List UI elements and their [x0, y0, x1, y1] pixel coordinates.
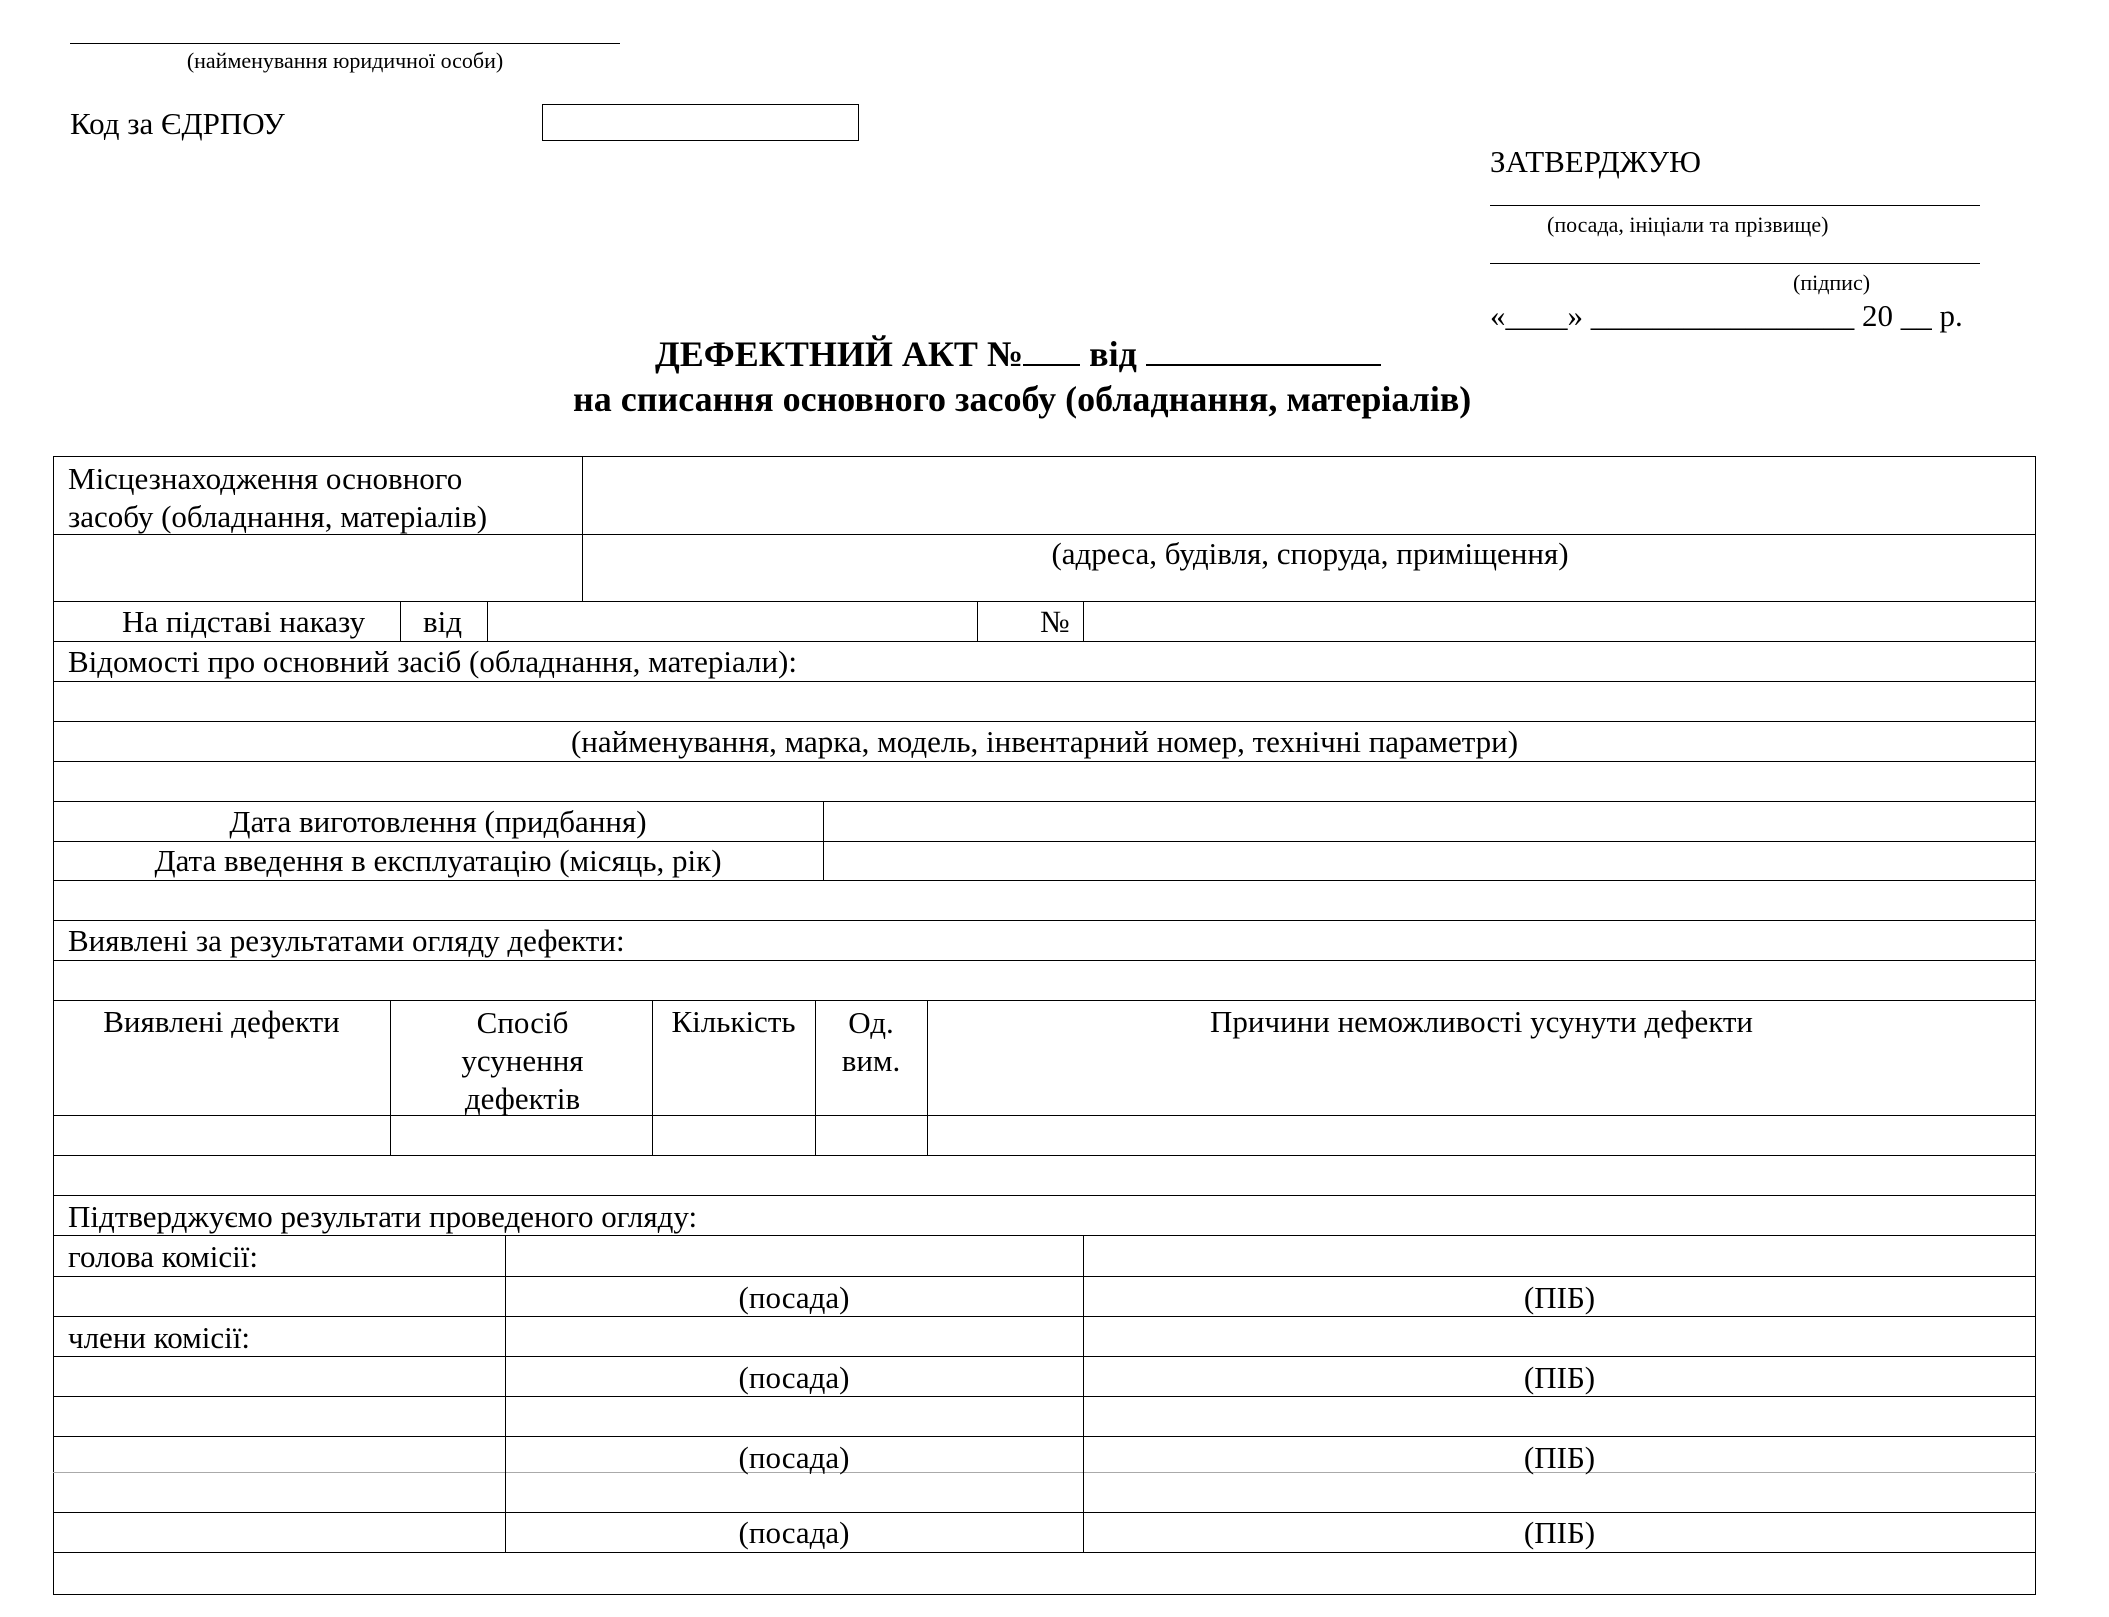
defect-row-input[interactable] [55, 1117, 2034, 1154]
asset-info-label: Відомості про основний засіб (обладнання, матеріали): [68, 644, 797, 679]
col-unit-header: Од. вим. [841, 1005, 901, 1078]
member3-name-caption: (ПІБ) [1523, 1515, 1596, 1550]
member2-name-caption: (ПІБ) [1523, 1440, 1596, 1475]
approver-position-line[interactable] [1490, 205, 1980, 206]
approver-signature-caption: (підпис) [1793, 270, 1871, 295]
entity-caption: (найменування юридичної особи) [186, 48, 504, 73]
chairman-label: голова комісії: [68, 1239, 258, 1274]
entity-name-line[interactable] [70, 43, 620, 44]
location-input[interactable] [584, 458, 2034, 533]
location-label: Місцезнаходження основного засобу (обладнання, матеріалів) [68, 461, 488, 534]
asset-caption: (найменування, марка, модель, інвентарний номер, технічні параметри) [570, 724, 1519, 759]
commission-date-input[interactable] [825, 842, 2034, 879]
member3-position-input[interactable] [507, 1474, 1082, 1511]
address-caption: (адреса, будівля, споруда, приміщення) [1051, 536, 1569, 571]
col-reasons-header: Причини неможливості усунути дефекти [1210, 1004, 1753, 1039]
member1-position-caption: (посада) [738, 1360, 850, 1395]
act-title-from: від [1089, 334, 1137, 374]
act-title-line2: на списання основного засобу (обладнання, матеріалів) [573, 379, 1472, 419]
manufacture-date-label: Дата виготовлення (придбання) [229, 804, 647, 839]
approver-signature-line[interactable] [1490, 263, 1980, 264]
member1-name-input[interactable] [1085, 1318, 2034, 1355]
commission-date-label: Дата введення в експлуатацію (місяць, рік) [154, 843, 722, 878]
act-title-line1 [655, 333, 1381, 375]
member3-position-caption: (посада) [738, 1515, 850, 1550]
edrpou-label: Код за ЄДРПОУ [70, 106, 285, 141]
act-number-blank[interactable] [1023, 334, 1080, 366]
col-quantity-header: Кількість [671, 1004, 796, 1039]
order-number-label: № [1040, 604, 1070, 639]
manufacture-date-input[interactable] [825, 803, 2034, 840]
asset-info-input[interactable] [55, 683, 2034, 720]
chairman-name-caption: (ПІБ) [1523, 1280, 1596, 1315]
approve-heading: ЗАТВЕРДЖУЮ [1490, 144, 1701, 179]
member1-position-input[interactable] [507, 1318, 1082, 1355]
member3-name-input[interactable] [1085, 1474, 2034, 1511]
order-number-input[interactable] [1085, 603, 2034, 640]
edrpou-input-box[interactable] [542, 104, 859, 141]
order-label: На підставі наказу [122, 604, 366, 639]
confirm-label: Підтверджуємо результати проведеного огляду: [68, 1199, 698, 1234]
act-title-prefix: ДЕФЕКТНИЙ АКТ № [655, 334, 1024, 374]
col-defects-header: Виявлені дефекти [103, 1004, 340, 1039]
approval-date-line[interactable]: «____» _________________ 20 __ р. [1490, 298, 1963, 333]
chairman-name-input[interactable] [1085, 1237, 2034, 1275]
chairman-position-input[interactable] [507, 1237, 1082, 1275]
col-method-header: Спосіб усунення дефектів [461, 1005, 584, 1116]
member2-name-input[interactable] [1085, 1398, 2034, 1435]
members-label: члени комісії: [68, 1320, 250, 1355]
member2-position-caption: (посада) [738, 1440, 850, 1475]
approver-position-caption: (посада, ініціали та прізвище) [1547, 212, 1829, 237]
act-date-blank[interactable] [1146, 334, 1381, 366]
order-date-input[interactable] [489, 603, 976, 640]
order-from-label: від [423, 604, 463, 639]
member2-position-input[interactable] [507, 1398, 1082, 1435]
defects-label: Виявлені за результатами огляду дефекти: [68, 923, 625, 958]
member1-name-caption: (ПІБ) [1523, 1360, 1596, 1395]
chairman-position-caption: (посада) [738, 1280, 850, 1315]
